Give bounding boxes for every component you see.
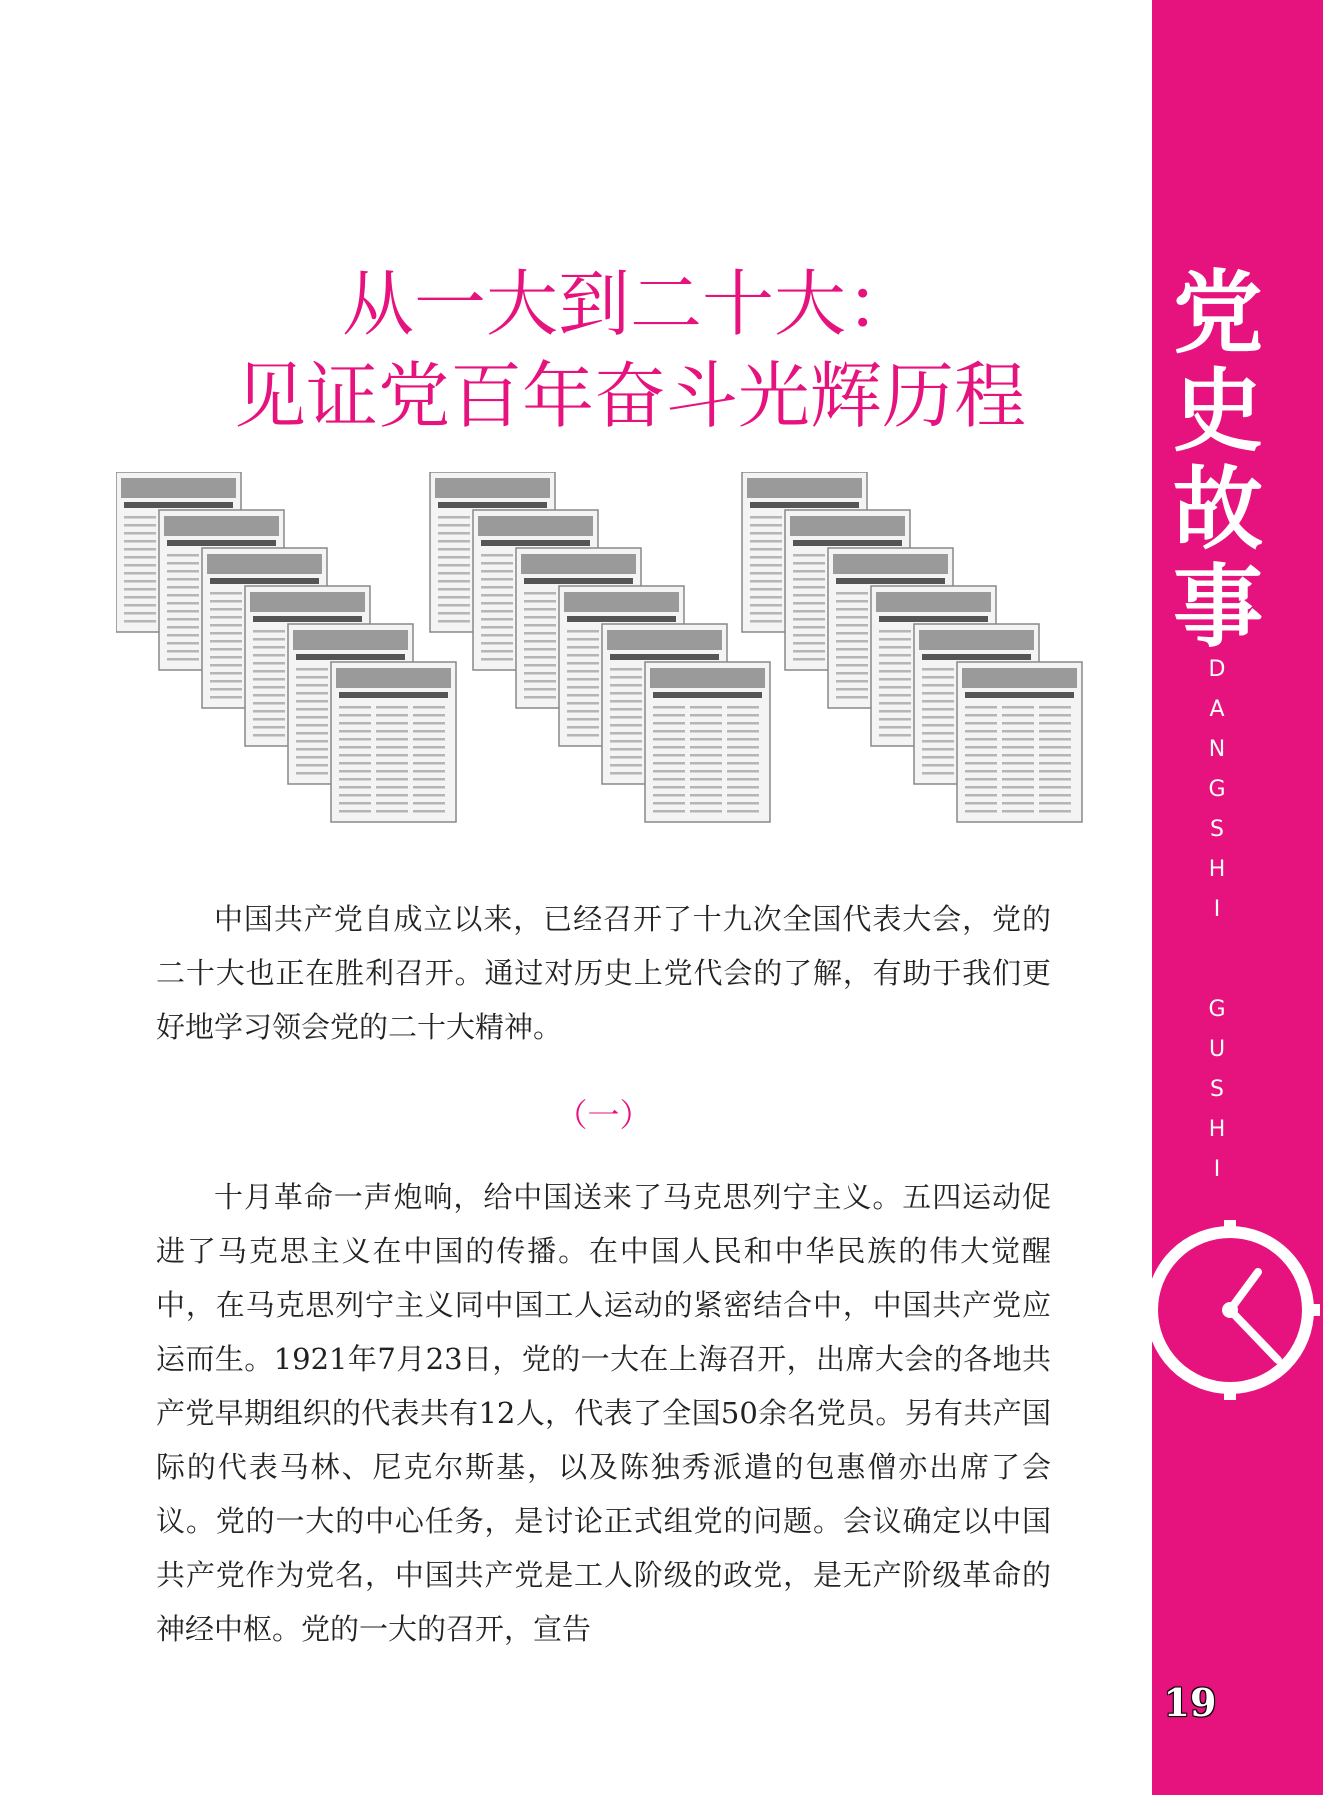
page-title <box>150 258 1110 442</box>
title-line-1: 从一大到二十大： <box>341 262 918 346</box>
section-title-vertical <box>1152 261 1284 660</box>
latin-word: D A N G S H I <box>1208 657 1226 922</box>
newspaper-collage <box>116 472 1086 852</box>
section-title-latin <box>1202 650 1232 1190</box>
section-title-char: 史 <box>1173 359 1263 464</box>
intro-paragraph: 中国共产党自成立以来，已经召开了十九次全国代表大会，党的二十大也正在胜利召开。通过对历史上党代会的了解，有助于我们更好地学习领会党的二十大精神。 <box>156 902 1051 1044</box>
newspaper-page <box>331 662 456 822</box>
section-title-char: 事 <box>1173 555 1263 660</box>
newspaper-page <box>957 662 1082 822</box>
newspaper-page <box>645 662 770 822</box>
section-title-char: 党 <box>1173 261 1263 366</box>
latin-word: G U S H I <box>1208 997 1226 1182</box>
clock-icon <box>1130 1210 1323 1410</box>
section-heading: （一） <box>555 1096 652 1134</box>
page-number: 19 <box>1163 1680 1217 1725</box>
section-title-char: 故 <box>1173 457 1263 562</box>
article-paragraph: 十月革命一声炮响，给中国送来了马克思列宁主义。五四运动促进了马克思主义在中国的传播。在中国人民和中华民族的伟大觉醒中，在马克思列宁主义同中国工人运动的紧密结合中，中国共产党应运而生。1921年7月23日，党的一大在上海召开，出席大会的各地共产党早期组织的代表共有12人，代表了全国50余名党员。另有共产国际的代表马林、尼克尔斯基，以及陈独秀派遣的包惠僧亦出席了会议。党的一大的中心任务，是讨论正式组党的问题。会议确定以中国共产党作为党名，中国共产党是工人阶级的政党，是无产阶级革命的神经中枢。党的一大的召开，宣告 <box>156 1180 1051 1646</box>
title-line-2: 见证党百年奋斗光辉历程 <box>233 354 1026 438</box>
